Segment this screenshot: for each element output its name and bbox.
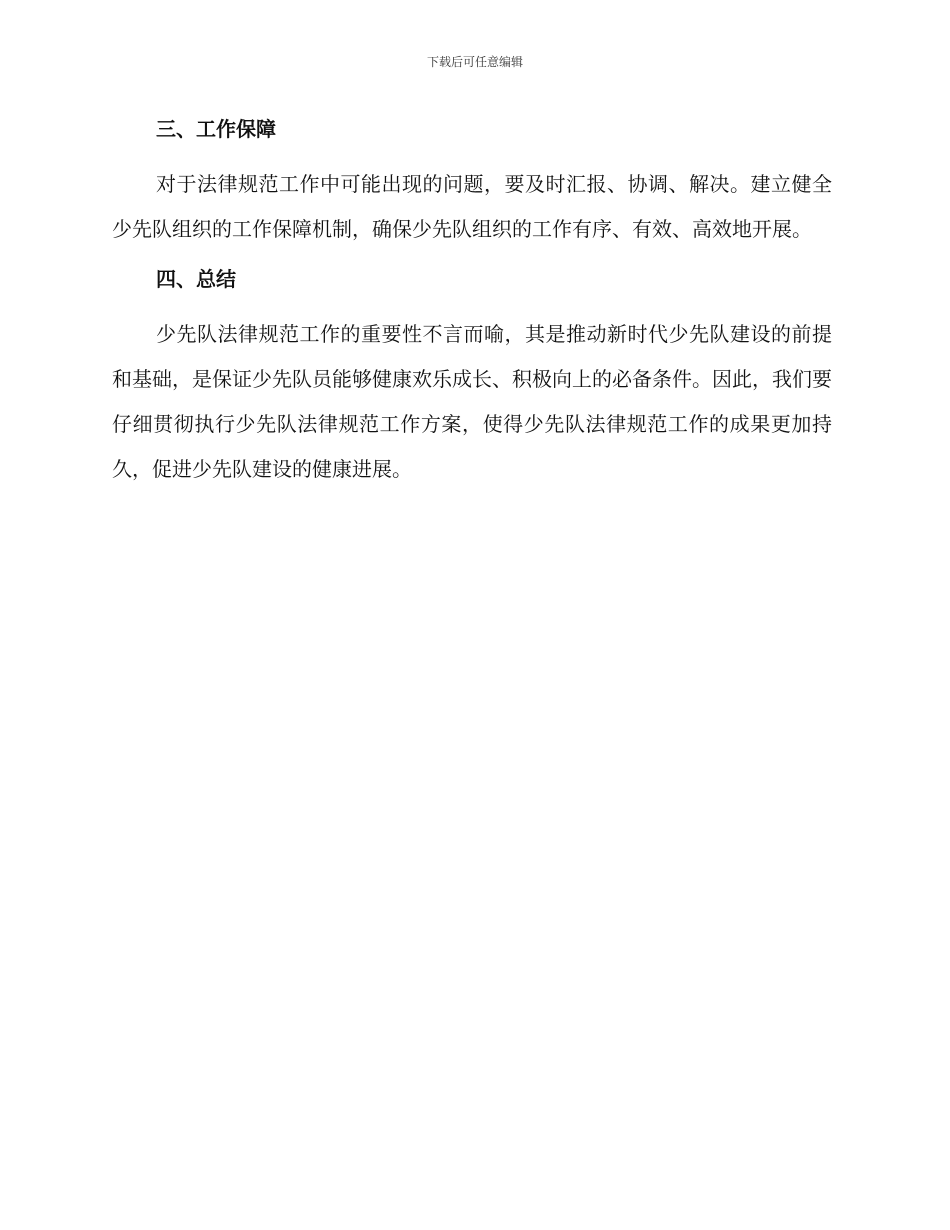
- page-header-note: 下载后可任意编辑: [426, 55, 523, 69]
- section-heading-summary: 四、总结: [156, 267, 236, 291]
- section-heading-work-guarantee: 三、工作保障: [156, 117, 276, 141]
- paragraph-work-guarantee: 对于法律规范工作中可能出现的问题，要及时汇报、协调、解决。建立健全少先队组织的工作保障机制，确保少先队组织的工作有序、有效、高效地开展。: [112, 172, 832, 241]
- document-body: [112, 112, 832, 492]
- paragraph-summary: 少先队法律规范工作的重要性不言而喻，其是推动新时代少先队建设的前提和基础，是保证少先队员能够健康欢乐成长、积极向上的必备条件。因此，我们要仔细贯彻执行少先队法律规范工作方案，使得少先队法律规范工作的成果更加持久，促进少先队建设的健康进展。: [112, 322, 832, 481]
